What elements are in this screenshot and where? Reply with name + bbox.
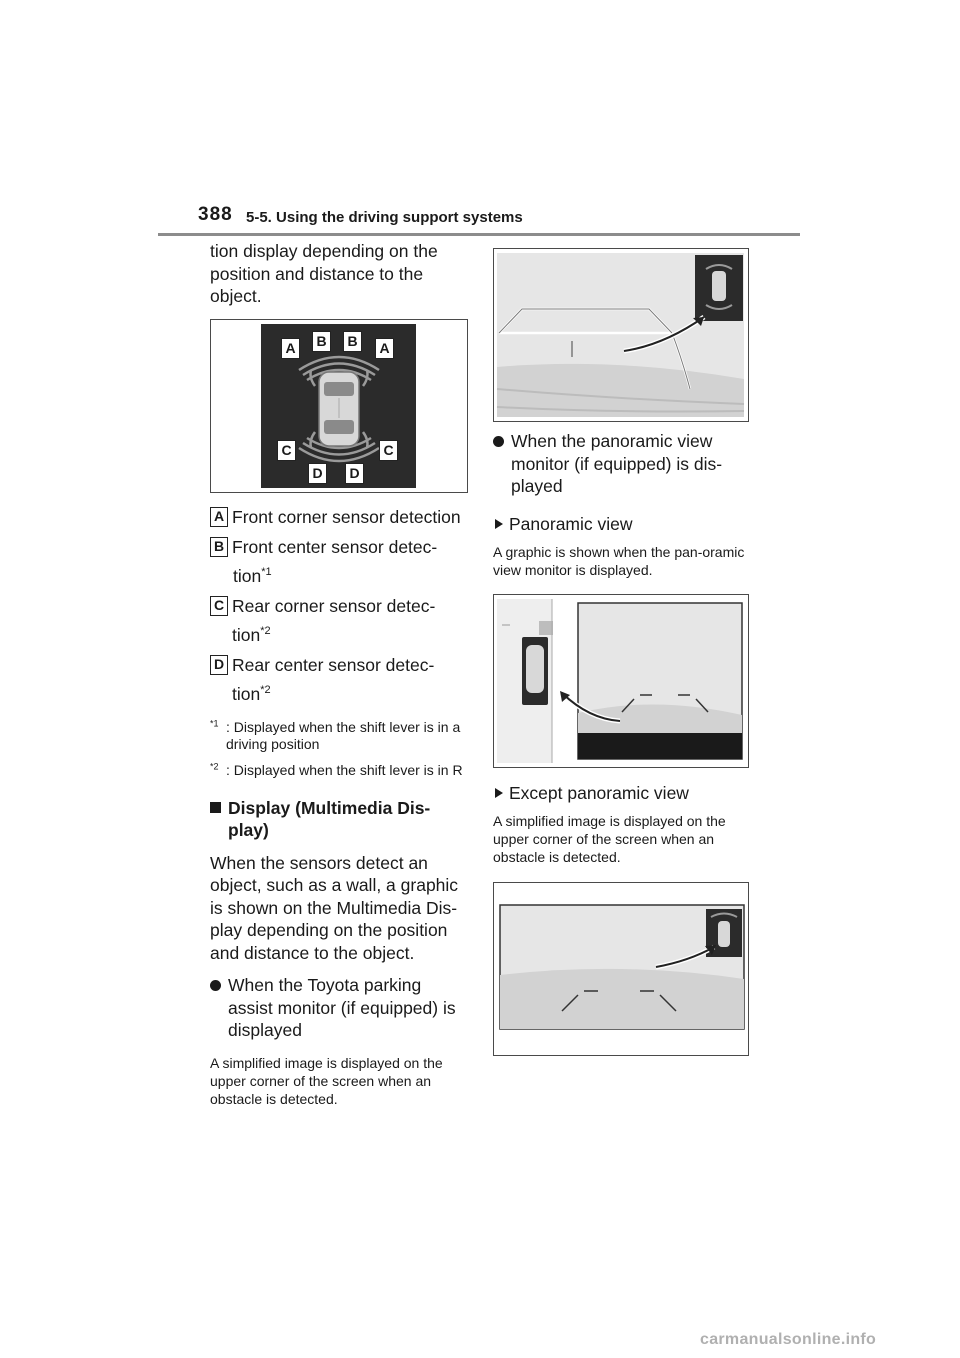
round-bullet-icon [210, 980, 221, 991]
panoramic-screen-diagram [494, 595, 748, 767]
legend-item-b [210, 533, 468, 591]
legend-text-b: Front center sensor detec- [232, 536, 438, 557]
bullet-panoramic-view: When the panoramic view monitor (if equipped) is dis-played [493, 430, 751, 498]
section-title: 5-5. Using the driving support systems [246, 209, 523, 226]
legend-key-c: C [210, 596, 228, 616]
description-paragraph: When the sensors detect an object, such as a wall, a graphic is shown on the Multimedia Dis-play depending on the position and distance to the object. [210, 852, 459, 963]
zone-label-c-right: C [379, 440, 398, 461]
except-panoramic-screen-diagram [494, 883, 748, 1055]
legend-text-d-2: tion$^{*2}$ [232, 683, 271, 704]
zone-label-a-left: A [281, 338, 300, 359]
panoramic-screen-figure [493, 594, 749, 768]
parking-assist-screen-figure [493, 248, 749, 422]
page-number: 388 [198, 204, 233, 225]
legend-text-a: Front corner sensor detection [232, 506, 461, 527]
section-heading: Display (Multimedia Dis- play) [210, 797, 468, 842]
zone-label-b-right: B [343, 331, 362, 352]
sub-item-except-panoramic: Except panoramic view [493, 782, 751, 804]
legend-key-a: A [210, 507, 228, 527]
right-column [493, 248, 751, 1056]
legend-item-a [210, 503, 468, 532]
legend-text-b-2: tion$^{*1}$ [233, 565, 272, 586]
footnote-mark-2: *2 [210, 760, 219, 771]
footnote-2: $^{*2}$ : Displayed when the shift lever is in R [210, 760, 463, 778]
left-column [210, 240, 468, 1108]
sub-note-except-panoramic: A simplified image is displayed on the upper corner of the screen when an obstacle is detected. [493, 812, 726, 865]
triangle-bullet-icon [495, 519, 503, 529]
zone-label-d-left: D [308, 463, 327, 484]
zone-label-c-left: C [277, 440, 296, 461]
legend-text-d: Rear center sensor detec- [232, 654, 435, 675]
footnote-mark-1: *1 [210, 717, 219, 728]
bullet-toyota-parking-assist: When the Toyota parking assist monitor (if equipped) is displayed [210, 974, 468, 1042]
legend-key-b: B [210, 537, 228, 557]
legend-item-d [210, 651, 468, 709]
legend-item-c [210, 592, 468, 650]
footnote-1: $^{*1}$ : Displayed when the shift lever is in a driving position [210, 717, 461, 752]
legend-text-c-2: tion$^{*2}$ [232, 624, 271, 645]
triangle-bullet-icon [495, 788, 503, 798]
intro-text: tion display depending on the position and distance to the object. [210, 241, 438, 306]
header-rule [158, 233, 800, 236]
sub-note-panoramic: A graphic is shown when the pan-oramic view monitor is displayed. [493, 543, 745, 578]
zone-label-b-left: B [312, 331, 331, 352]
footnotes [210, 719, 468, 779]
watermark: carmanualsonline.info [700, 1331, 877, 1348]
square-bullet-icon [210, 802, 221, 813]
except-panoramic-screen-figure [493, 882, 749, 1056]
sensor-zones-figure [210, 319, 468, 493]
bullet-note-1: A simplified image is displayed on the upper corner of the screen when an obstacle is detected. [210, 1054, 443, 1107]
zone-label-a-right: A [375, 338, 394, 359]
sub-item-panoramic-view: Panoramic view [493, 513, 751, 535]
zone-label-d-right: D [345, 463, 364, 484]
legend-key-d: D [210, 655, 228, 675]
sensor-zones-diagram [211, 320, 467, 492]
parking-assist-screen-diagram [494, 249, 748, 421]
round-bullet-icon [493, 436, 504, 447]
legend-list [210, 503, 468, 709]
legend-text-c: Rear corner sensor detec- [232, 595, 436, 616]
